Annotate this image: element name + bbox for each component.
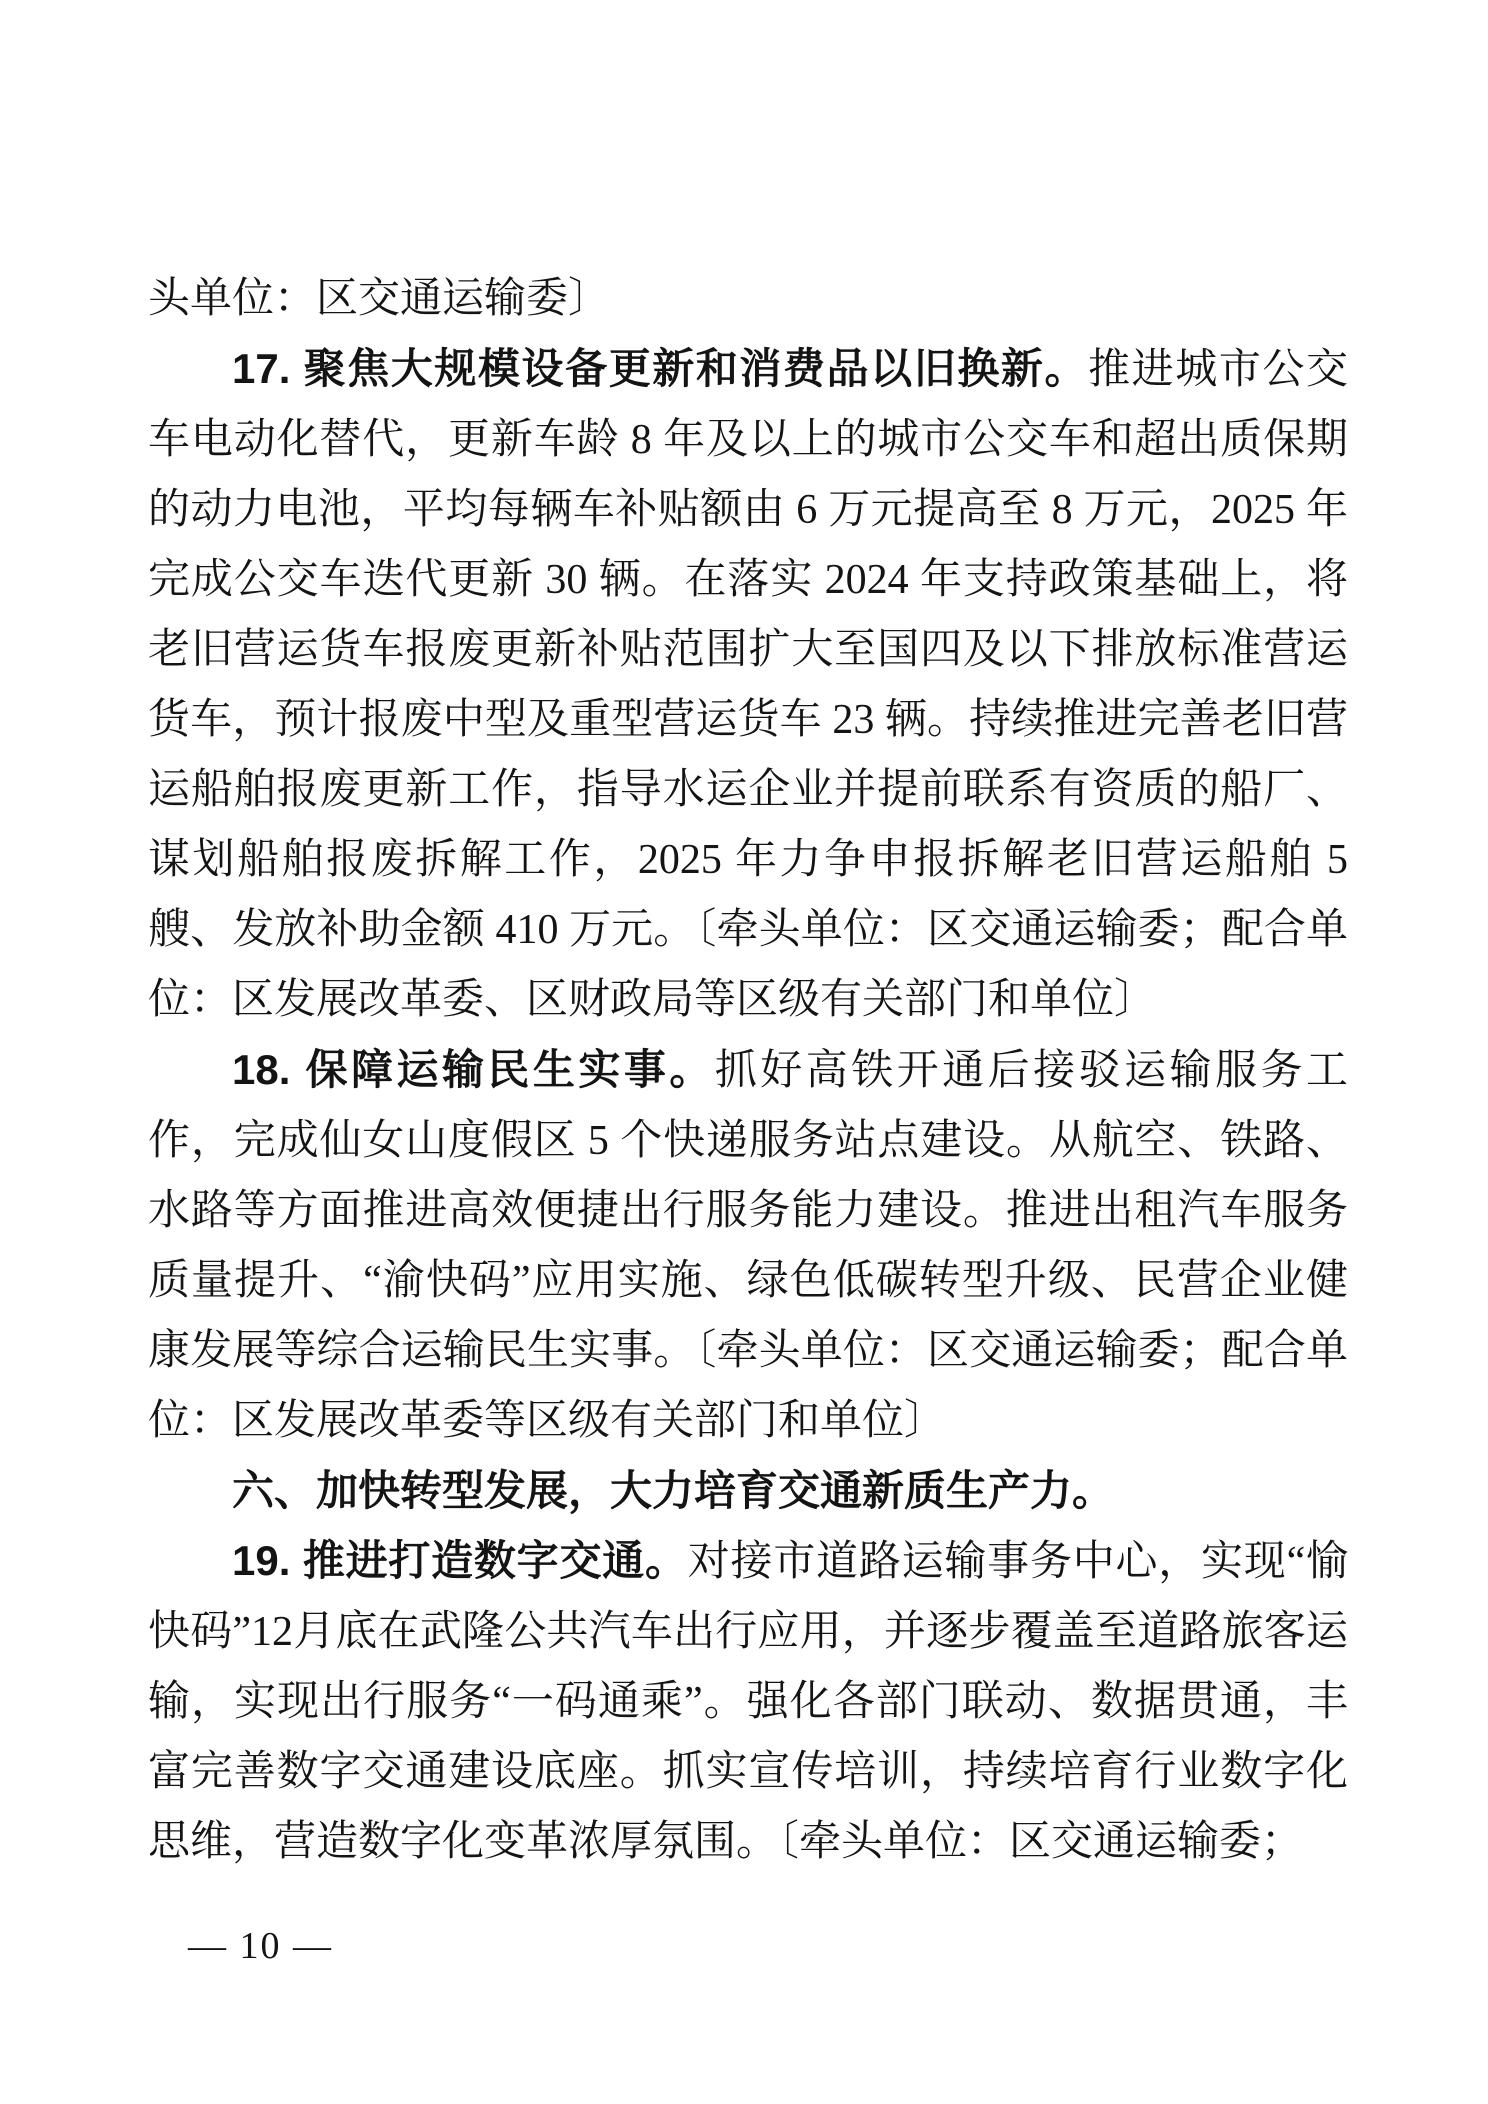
item-18-lead: 18. 保障运输民生实事。 xyxy=(232,1046,715,1093)
page-footer xyxy=(188,1922,333,1970)
continuation-line xyxy=(148,264,1348,334)
item-17-body: 推进城市公交车电动化替代，更新车龄 8 年及以上的城市公交车和超出质保期的动力电池，平均每辆车补贴额由 6 万元提高至 8 万元，2025 年完成公交车迭代更新 30 辆。在落实 2024 年支持政策基础上，将老旧营运货车报废更新补贴范围扩大至国四及以下排放标准营运货车，预计报废中型及重型营运货车 23 辆。持续推进完善老旧营运船舶报废更新工作，指导水运企业并提前联系有资质的船厂、谋划船舶报废拆解工作，2025 年力争申报拆解老旧营运船舶 5 艘、发放补助金额 410 万元。〔牵头单位：区交通运输委；配合单位：区发展改革委、区财政局等区级有关部门和单位〕 xyxy=(148,347,1348,1023)
section-heading-6-text: 六、加快转型发展，大力培育交通新质生产力。 xyxy=(232,1467,1115,1514)
item-19 xyxy=(148,1526,1348,1877)
item-18-body: 抓好高铁开通后接驳运输服务工作，完成仙女山度假区 5 个快递服务站点建设。从航空、铁路、水路等方面推进高效便捷出行服务能力建设。推进出租汽车服务质量提升、“渝快码”应用实施、绿色低碳转型升级、民营企业健康发展等综合运输民生实事。〔牵头单位：区交通运输委；配合单位：区发展改革委等区级有关部门和单位〕 xyxy=(148,1048,1348,1444)
document-body xyxy=(148,264,1348,1877)
continuation-line-text: 头单位：区交通运输委〕 xyxy=(148,276,611,322)
page-number: — 10 — xyxy=(188,1925,333,1967)
item-19-lead: 19. 推进打造数字交通。 xyxy=(232,1537,688,1584)
item-19-body: 对接市道路运输事务中心，实现“愉快码”12月底在武隆公共汽车出行应用，并逐步覆盖至道路旅客运输，实现出行服务“一码通乘”。强化各部门联动、数据贯通，丰富完善数字交通建设底座。抓实宣传培训，持续培育行业数字化思维，营造数字化变革浓厚氛围。〔牵头单位：区交通运输委； xyxy=(148,1539,1348,1865)
item-17 xyxy=(148,334,1348,1035)
section-heading-6 xyxy=(148,1456,1348,1526)
item-17-lead: 17. 聚焦大规模设备更新和消费品以旧换新。 xyxy=(232,345,1089,392)
item-18 xyxy=(148,1035,1348,1456)
